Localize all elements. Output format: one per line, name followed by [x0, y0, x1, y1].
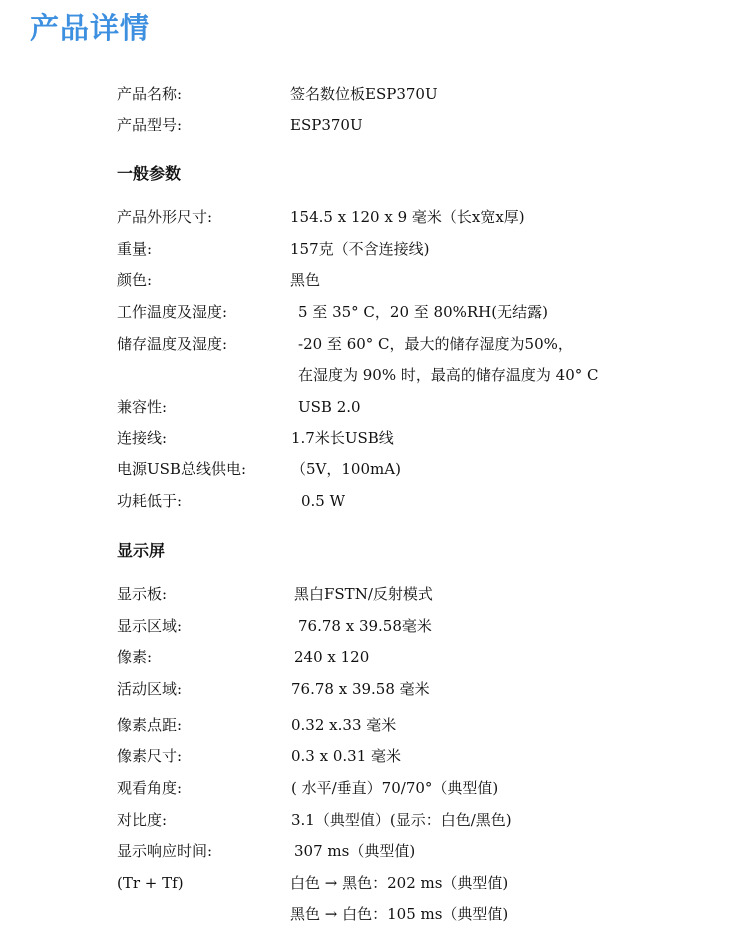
spec-value: 157克（不含连接线) [290, 240, 430, 258]
spec-value: 76.78 x 39.58 毫米 [291, 680, 430, 698]
spec-label: 颜色: [117, 271, 153, 289]
spec-label: 显示响应时间: [117, 842, 213, 860]
spec-label: 兼容性: [117, 398, 168, 416]
spec-label: 产品型号: [117, 116, 183, 134]
spec-label: 观看角度: [117, 779, 183, 797]
spec-row [0, 332, 750, 356]
spec-label: 产品外形尺寸: [117, 208, 213, 226]
spec-row [0, 871, 750, 895]
spec-value: 黑色 → 白色：105 ms（典型值) [290, 905, 509, 923]
spec-label: 重量: [117, 240, 153, 258]
spec-value: 240 x 120 [294, 648, 370, 666]
spec-value: 在湿度为 90% 时，最高的储存温度为 40° C [298, 366, 599, 384]
spec-row-product-model [0, 113, 750, 137]
spec-row [0, 489, 750, 513]
spec-row [0, 677, 750, 701]
spec-label: 活动区域: [117, 680, 183, 698]
spec-value: 1.7米长USB线 [291, 429, 394, 447]
spec-label: 连接线: [117, 429, 168, 447]
spec-row [0, 744, 750, 768]
spec-value: 0.32 x.33 毫米 [291, 716, 397, 734]
spec-value: 3.1（典型值）(显示：白色/黑色) [291, 811, 512, 829]
spec-value: 0.5 W [301, 492, 346, 510]
page-title: 产品详情 [30, 11, 151, 45]
spec-row [0, 582, 750, 606]
spec-row [0, 713, 750, 737]
spec-row [0, 776, 750, 800]
spec-label: 产品名称: [117, 85, 183, 103]
spec-label: 显示板: [117, 585, 168, 603]
spec-value: 黑色 [290, 271, 321, 289]
spec-row [0, 268, 750, 292]
spec-label: 工作温度及湿度: [117, 303, 228, 321]
spec-value: 307 ms（典型值) [294, 842, 416, 860]
spec-label: 功耗低于: [117, 492, 183, 510]
spec-row [0, 645, 750, 669]
spec-label: 像素: [117, 648, 153, 666]
spec-value: 76.78 x 39.58毫米 [298, 617, 432, 635]
spec-row-product-name [0, 82, 750, 106]
spec-row [0, 808, 750, 832]
section-title-display: 显示屏 [117, 541, 166, 560]
spec-value: USB 2.0 [298, 398, 361, 416]
spec-value: 0.3 x 0.31 毫米 [291, 747, 402, 765]
spec-row [0, 457, 750, 481]
spec-label: 对比度: [117, 811, 168, 829]
spec-label: (Tr + Tf) [117, 874, 184, 892]
spec-row [0, 363, 750, 387]
spec-row [0, 395, 750, 419]
spec-value: 154.5 x 120 x 9 毫米（长x宽x厚) [290, 208, 525, 226]
spec-row [0, 839, 750, 863]
spec-row [0, 426, 750, 450]
spec-value: 黑白FSTN/反射模式 [294, 585, 433, 603]
spec-label: 像素点距: [117, 716, 183, 734]
spec-label: 显示区域: [117, 617, 183, 635]
spec-value: （5V，100mA) [291, 460, 401, 478]
spec-label: 储存温度及湿度: [117, 335, 228, 353]
spec-value: 白色 → 黑色：202 ms（典型值) [290, 874, 509, 892]
spec-row [0, 300, 750, 324]
spec-value: ( 水平/垂直）70/70°（典型值) [291, 779, 499, 797]
spec-value: ESP370U [290, 116, 363, 134]
spec-label: 像素尺寸: [117, 747, 183, 765]
spec-value: 5 至 35° C，20 至 80%RH(无结露) [298, 303, 548, 321]
spec-row [0, 614, 750, 638]
spec-value: -20 至 60° C，最大的储存湿度为50%， [298, 335, 573, 353]
section-title-general: 一般参数 [117, 164, 182, 183]
spec-row [0, 902, 750, 926]
spec-label: 电源USB总线供电: [117, 460, 246, 478]
spec-row [0, 237, 750, 261]
spec-value: 签名数位板ESP370U [290, 85, 438, 103]
spec-row [0, 205, 750, 229]
